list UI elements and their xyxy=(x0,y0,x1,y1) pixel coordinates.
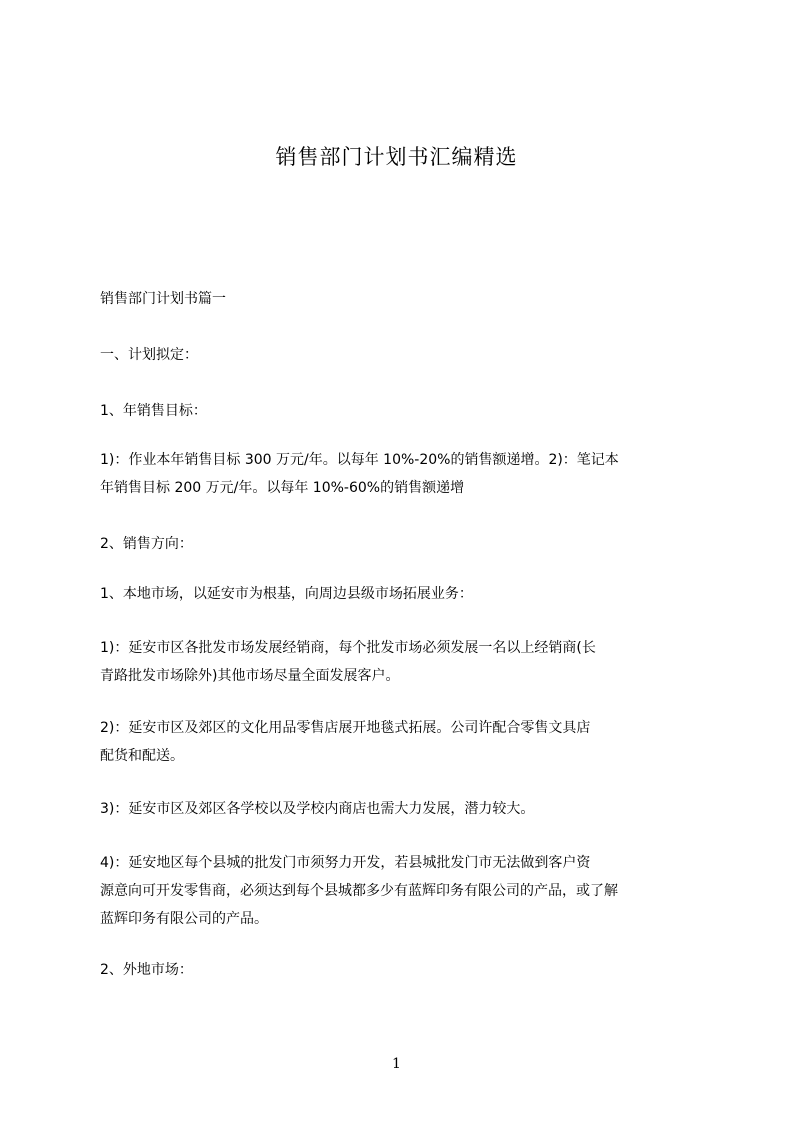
paragraph-line: 1)：作业本年销售目标 300 万元/年。以每年 10%-20%的销售额递增。2)：笔记本 xyxy=(100,452,619,468)
paragraph-line: 销售部门计划书篇一 xyxy=(100,291,226,307)
paragraph-annual-target-detail xyxy=(100,446,720,502)
paragraph-line: 3)：延安市区及郊区各学校以及学校内商店也需大力发展，潜力较大。 xyxy=(100,801,535,817)
paragraph-line: 年销售目标 200 万元/年。以每年 10%-60%的销售额递增 xyxy=(100,480,465,496)
document-title: 销售部门计划书汇编精选 xyxy=(275,145,518,169)
paragraph-line: 青路批发市场除外)其他市场尽量全面发展客户。 xyxy=(100,668,400,684)
paragraph-line: 一、计划拟定： xyxy=(100,347,198,363)
paragraph-sales-direction-heading xyxy=(100,530,720,558)
paragraph-line: 源意向可开发零售商，必须达到每个县城都多少有蓝辉印务有限公司的产品，或了解 xyxy=(100,883,618,899)
paragraph-wholesale-markets xyxy=(100,634,720,690)
page-number: 1 xyxy=(392,1056,401,1072)
paragraph-local-market xyxy=(100,580,720,608)
paragraph-line: 配货和配送。 xyxy=(100,748,184,764)
paragraph-line: 4)：延安地区每个县城的批发门市须努力开发，若县城批发门市无法做到客户资 xyxy=(100,855,591,871)
paragraph-line: 1、年销售目标： xyxy=(100,403,207,419)
paragraph-line: 蓝辉印务有限公司的产品。 xyxy=(100,911,268,927)
paragraph-external-market-heading xyxy=(100,956,720,984)
paragraph-line: 2、销售方向： xyxy=(100,536,193,552)
paragraph-schools xyxy=(100,795,720,823)
paragraph-line: 2)：延安市区及郊区的文化用品零售店展开地毯式拓展。公司许配合零售文具店 xyxy=(100,720,591,736)
paragraph-line: 1、本地市场，以延安市为根基，向周边县级市场拓展业务： xyxy=(100,586,473,602)
paragraph-section-heading xyxy=(100,285,720,313)
paragraph-plan-heading xyxy=(100,341,720,369)
paragraph-county-markets xyxy=(100,849,720,933)
paragraph-annual-target-heading xyxy=(100,397,720,425)
paragraph-line: 1)：延安市区各批发市场发展经销商，每个批发市场必须发展一名以上经销商(长 xyxy=(100,640,596,656)
paragraph-line: 2、外地市场： xyxy=(100,962,193,978)
paragraph-retail-stores xyxy=(100,714,720,770)
